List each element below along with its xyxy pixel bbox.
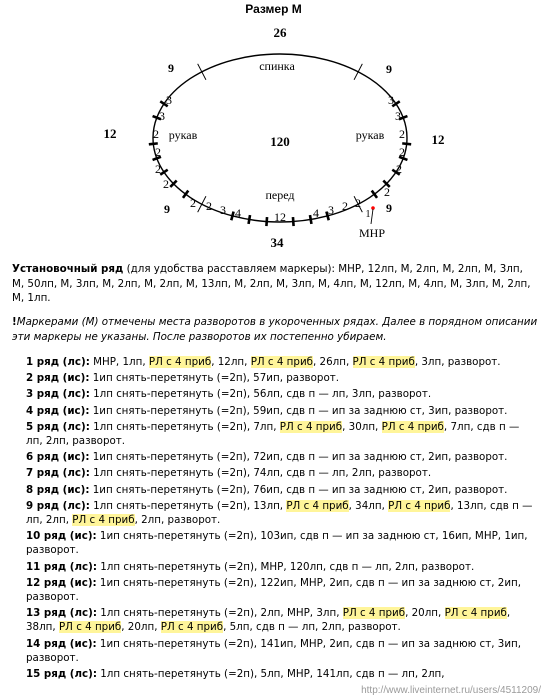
bottom-left-seg-3: 3 — [220, 203, 226, 217]
pattern-row-text: 1лп снять-перетянуть (=2п), МНР, 120лп, сдв п — лп, 2лп, разворот. — [96, 560, 475, 573]
pattern-row — [26, 483, 538, 497]
left-sleeve-count: 12 — [103, 126, 117, 141]
right-seg-3: 2 — [399, 127, 405, 141]
pattern-row-text: 1ип снять-перетянуть (=2п), 72ип, сдв п — ип за заднюю ст, 2ип, разворот. — [89, 451, 508, 464]
pattern-row-label: 15 ряд (лс): — [26, 668, 97, 681]
pattern-row-label: 6 ряд (ис): — [26, 451, 90, 464]
right-seg-2: 3 — [395, 109, 401, 123]
left-seg-5: 2 — [155, 162, 161, 176]
right-seg-5: 2 — [396, 162, 402, 176]
back-name: спинка — [259, 59, 295, 73]
pattern-row-text: , 30лп, — [342, 420, 382, 433]
pattern-row-text: , 38лп, — [26, 607, 511, 634]
increase-highlight: РЛ с 4 приб — [381, 420, 444, 433]
pattern-row-text: 1ип снять-перетянуть (=2п), 122ип, МНР, 2ип, сдв п — ип за заднюю ст, 2ип, разворот. — [26, 576, 522, 604]
pattern-row-text: 1ип снять-перетянуть (=2п), 103ип, сдв п — ип за заднюю ст, 16ип, МНР, 1ип, разворот. — [26, 530, 528, 557]
right-seg-6: 2 — [384, 185, 390, 199]
pattern-row-text: 1лп снять-перетянуть (=2п), 74лп, сдв п — лп, 2лп, разворот. — [89, 467, 432, 480]
exclamation-icon: ! — [12, 316, 17, 328]
pattern-row-label: 1 ряд (лс): — [26, 356, 90, 368]
pattern-row-text: , 26лп, — [313, 356, 353, 368]
pattern-row — [26, 499, 538, 527]
bottom-right-nine: 9 — [386, 201, 392, 215]
pattern-row-text: 1ип снять-перетянуть (=2п), 59ип, сдв п — ип за заднюю ст, 3ип, разворот. — [89, 404, 508, 417]
setup-row-label: Установочный ряд — [12, 263, 124, 275]
marker-tick — [372, 191, 377, 198]
increase-highlight: РЛ с 4 приб — [160, 621, 224, 634]
pattern-row — [26, 371, 538, 385]
bottom-left-seg-1: 2 — [190, 196, 196, 210]
raglan-division-tick — [198, 64, 206, 80]
increase-highlight: РЛ с 4 приб — [388, 499, 451, 512]
marker-tick — [266, 217, 267, 226]
increase-highlight: РЛ с 4 приб — [148, 356, 212, 368]
pattern-row — [26, 404, 538, 418]
left-sleeve-name: рукав — [168, 128, 198, 142]
bottom-left-seg-4: 4 — [235, 206, 241, 220]
pattern-row-text: 1лп снять-перетянуть (=2п), 5лп, МНР, 141лп, сдв п — лп, 2лп, — [96, 668, 445, 681]
pattern-row — [26, 667, 538, 681]
pattern-row-text: , 20лп, — [121, 621, 161, 634]
bottom-right-seg-1: 4 — [313, 206, 319, 220]
bottom-right-seg-3: 2 — [342, 199, 348, 213]
rows-list — [12, 355, 538, 683]
top-right-nine: 9 — [386, 62, 392, 76]
marker-tick — [310, 215, 311, 224]
pattern-row-text: 1ип снять-перетянуть (=2п), 76ип, сдв п — ип за заднюю ст, 2ип, разворот. — [89, 483, 508, 496]
pattern-row-text: , 2лп, разворот. — [134, 514, 221, 527]
pattern-row-text: , 12лп, — [211, 356, 251, 368]
pattern-row-label: 14 ряд (ис): — [26, 637, 97, 650]
pattern-row-text: 1лп снять-перетянуть (=2п), 13лп, — [89, 499, 287, 512]
watermark: http://www.liveinternet.ru/users/4511209/ — [361, 685, 541, 696]
pattern-row-label: 9 ряд (лс): — [26, 499, 90, 512]
pattern-row-text: , 34лп, — [348, 499, 389, 512]
pattern-row-text: , 20лп, — [405, 607, 445, 620]
pattern-row-text: , 3лп, разворот. — [414, 356, 501, 368]
front-name: перед — [265, 188, 295, 202]
back-count: 26 — [273, 25, 287, 40]
left-seg-1: 3 — [166, 93, 172, 107]
increase-highlight: РЛ с 4 приб — [352, 356, 415, 368]
increase-highlight: РЛ с 4 приб — [250, 356, 313, 368]
marker-tick — [183, 191, 188, 198]
increase-highlight: РЛ с 4 приб — [72, 514, 135, 527]
raglan-division-tick — [354, 64, 362, 80]
raglan-division-tick — [198, 196, 206, 212]
increase-highlight: РЛ с 4 приб — [279, 420, 343, 433]
front-inner-count: 12 — [274, 210, 286, 224]
pattern-row-text: , 7лп, сдв п — лп, 2лп, разворот. — [26, 420, 520, 448]
left-seg-2: 3 — [159, 109, 165, 123]
marker-tick — [231, 212, 233, 221]
pattern-row-label: 2 ряд (ис): — [26, 372, 90, 385]
right-sleeve-name: рукав — [355, 128, 385, 142]
marker-tick — [160, 170, 167, 175]
page-title: Размер М — [245, 2, 302, 16]
pattern-row-label: 5 ряд (лс): — [26, 420, 90, 433]
bottom-right-seg-2: 3 — [328, 203, 334, 217]
pattern-row — [26, 606, 538, 634]
increase-highlight: РЛ с 4 приб — [342, 607, 406, 620]
front-count: 34 — [270, 235, 284, 250]
pattern-row-text: , 13лп, сдв п — лп, 2лп, — [26, 499, 533, 527]
pattern-row — [26, 450, 538, 464]
pattern-row-text: 1ип снять-перетянуть (=2п), 57ип, разворот. — [89, 372, 340, 385]
pattern-row — [26, 637, 538, 665]
raglan-diagram — [90, 20, 470, 250]
top-left-nine: 9 — [168, 61, 174, 75]
markers-note-text: Маркерами (М) отмечены места разворотов в укороченных рядах. Далее в порядном описании эти маркеры не указаны. После разворотов их постепенно убираем. — [12, 316, 538, 343]
pattern-row-label: 3 ряд (лс): — [26, 388, 90, 401]
bottom-left-seg-2: 2 — [206, 199, 212, 213]
right-sleeve-count: 12 — [431, 132, 445, 147]
left-seg-6: 2 — [163, 177, 169, 191]
pattern-row-label: 4 ряд (ис): — [26, 404, 90, 417]
bottom-left-nine: 9 — [164, 202, 170, 216]
pattern-row-text: 1лп снять-перетянуть (=2п), 2лп, МНР, 3лп, — [96, 607, 343, 620]
setup-row-text: (для удобства расставляем маркеры): МНР, 12лп, М, 2лп, М, 2лп, М, 3лп, М, 50лп, М, 3лп, М, 2лп, М, 2лп, М, 13лп, М, 2лп, М, 3лп, М, 4лп, М, 12лп, М, 4лп, М, 3лп, М, 2лп, М, 1лп. — [12, 263, 531, 305]
mnr-small-count: 1 — [365, 209, 371, 220]
pattern-row — [26, 576, 538, 604]
pattern-row-text: МНР, 1лп, — [89, 356, 149, 368]
pattern-row — [26, 355, 538, 369]
pattern-row — [26, 466, 538, 480]
pattern-row-label: 8 ряд (ис): — [26, 483, 90, 496]
increase-highlight: РЛ с 4 приб — [444, 607, 507, 620]
right-seg-4: 2 — [399, 145, 405, 159]
pattern-row — [26, 387, 538, 401]
pattern-row-label: 10 ряд (ис): — [26, 530, 97, 543]
right-seg-1: 3 — [388, 93, 394, 107]
pattern-row-text: 1лп снять-перетянуть (=2п), 7лп, — [89, 420, 280, 433]
left-seg-4: 2 — [155, 145, 161, 159]
marker-tick — [293, 217, 294, 226]
pattern-row-label: 7 ряд (лс): — [26, 467, 90, 480]
pattern-row — [26, 529, 538, 557]
increase-highlight: РЛ с 4 приб — [58, 621, 122, 634]
pattern-row — [26, 420, 538, 448]
markers-note — [12, 315, 538, 344]
increase-highlight: РЛ с 4 приб — [286, 499, 349, 512]
pattern-row-label: 13 ряд (лс): — [26, 607, 97, 620]
pattern-row — [26, 560, 538, 574]
pattern-row-label: 11 ряд (лс): — [26, 560, 97, 573]
pattern-row-text: , 5лп, сдв п — лп, 2лп, разворот. — [223, 621, 401, 634]
bottom-right-seg-4: 2 — [355, 196, 361, 210]
pattern-row-label: 12 ряд (ис): — [26, 576, 97, 589]
pattern-row-text: 1ип снять-перетянуть (=2п), 141ип, МНР, 2ип, сдв п — ип за заднюю ст, 3ип, разворот. — [26, 637, 522, 664]
left-seg-3: 2 — [153, 127, 159, 141]
center-total: 120 — [270, 134, 290, 149]
marker-tick — [249, 215, 250, 224]
mnr-label: МНР — [358, 226, 386, 240]
setup-row — [12, 262, 538, 306]
pattern-row-text: 1лп снять-перетянуть (=2п), 56лп, сдв п — лп, 3лп, разворот. — [89, 388, 432, 401]
mnr-pointer — [371, 209, 373, 224]
